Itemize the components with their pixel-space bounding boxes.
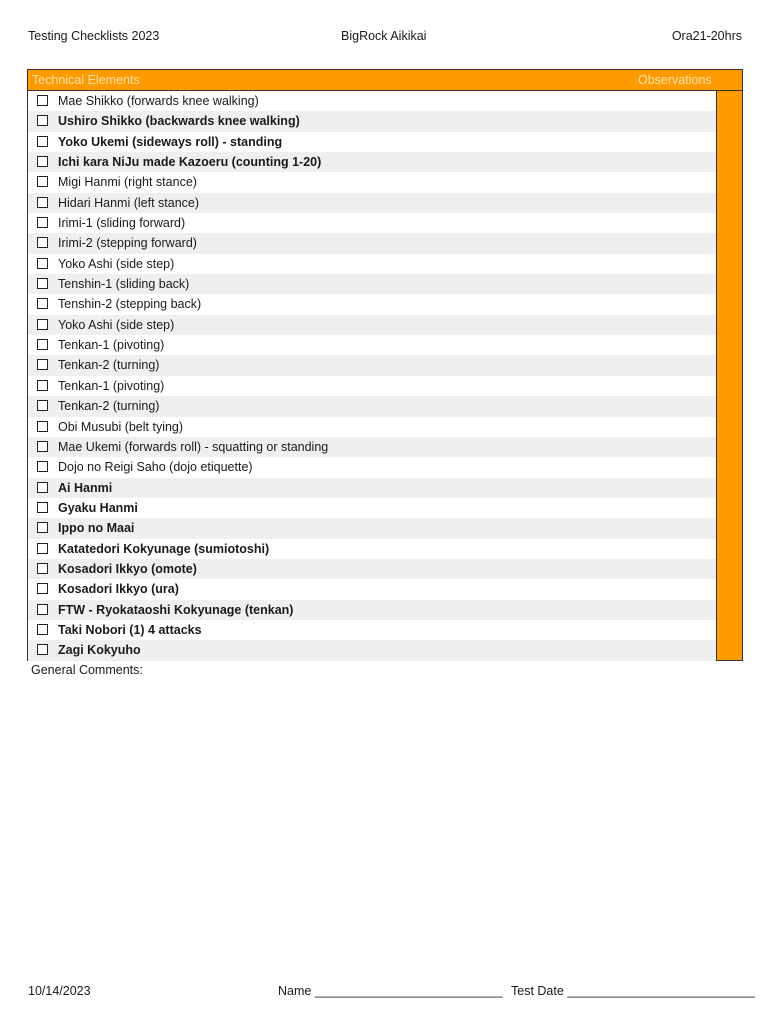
- checklist-row: [28, 579, 716, 599]
- checklist-item-label: Migi Hanmi (right stance): [58, 175, 197, 190]
- checkbox[interactable]: [37, 421, 48, 432]
- checklist-row: [28, 152, 716, 172]
- general-comments-label: General Comments:: [31, 663, 143, 677]
- checklist-item-label: Yoko Ukemi (sideways roll) - standing: [58, 134, 283, 149]
- checklist-item-label: Mae Shikko (forwards knee walking): [58, 94, 259, 108]
- checkbox[interactable]: [37, 400, 48, 411]
- checklist-item-label: Kosadori Ikkyo (omote): [58, 561, 197, 576]
- checklist-item-label: Mae Ukemi (forwards roll) - squatting or standing: [58, 439, 329, 454]
- checkbox[interactable]: [37, 217, 48, 228]
- observations-heading: Observations: [638, 73, 712, 87]
- checklist-item-label: Dojo no Reigi Saho (dojo etiquette): [58, 460, 253, 475]
- checklist-row: [28, 315, 716, 335]
- checkbox[interactable]: [37, 176, 48, 187]
- checkbox[interactable]: [37, 644, 48, 655]
- checklist-item-label: Tenkan-1 (pivoting): [58, 378, 165, 393]
- checkbox[interactable]: [37, 604, 48, 615]
- name-field: Name ___________________________: [278, 984, 503, 998]
- checklist-item-label: Katatedori Kokyunage (sumiotoshi): [58, 541, 270, 556]
- checklist-item-label: FTW - Ryokataoshi Kokyunage (tenkan): [58, 602, 294, 617]
- checklist-rows: [28, 91, 716, 661]
- checklist-item-label: Yoko Ashi (side step): [58, 317, 175, 332]
- checkbox[interactable]: [37, 543, 48, 554]
- checklist-row: [28, 518, 716, 538]
- checklist-row: [28, 132, 716, 152]
- checkbox[interactable]: [37, 624, 48, 635]
- checklist-item-label: Tenkan-2 (turning): [58, 399, 160, 414]
- checkbox[interactable]: [37, 237, 48, 248]
- checklist-row: [28, 355, 716, 375]
- checklist-item-label: Irimi-2 (stepping forward): [58, 236, 197, 251]
- checklist-item-label: Tenshin-2 (stepping back): [58, 297, 202, 312]
- checklist-row: [28, 376, 716, 396]
- checklist-item-label: Hidari Hanmi (left stance): [58, 195, 200, 210]
- checklist-row: [28, 294, 716, 314]
- checklist-row: [28, 478, 716, 498]
- checkbox[interactable]: [37, 95, 48, 106]
- checklist-item-label: Tenkan-2 (turning): [58, 358, 160, 373]
- page-footer: [28, 984, 755, 1000]
- checkbox[interactable]: [37, 461, 48, 472]
- checklist-row: [28, 111, 716, 131]
- checklist-row: [28, 91, 716, 111]
- checkbox[interactable]: [37, 197, 48, 208]
- checkbox[interactable]: [37, 359, 48, 370]
- checklist-row: [28, 539, 716, 559]
- checklist-row: [28, 498, 716, 518]
- checklist-row: [28, 417, 716, 437]
- checkbox[interactable]: [37, 258, 48, 269]
- checklist-row: [28, 396, 716, 416]
- checkbox[interactable]: [37, 583, 48, 594]
- checklist-item-label: Zagi Kokyuho: [58, 643, 141, 658]
- checklist-header-row: [28, 70, 742, 91]
- checkbox[interactable]: [37, 502, 48, 513]
- checklist-item-label: Yoko Ashi (side step): [58, 256, 175, 271]
- checkbox[interactable]: [37, 380, 48, 391]
- checklist-row: [28, 254, 716, 274]
- technical-elements-checklist: [27, 69, 743, 661]
- footer-date: 10/14/2023: [28, 984, 91, 998]
- checklist-item-label: Obi Musubi (belt tying): [58, 419, 184, 434]
- checklist-item-label: Ichi kara NiJu made Kazoeru (counting 1-20): [58, 155, 322, 170]
- checkbox[interactable]: [37, 278, 48, 289]
- class-time: Ora21-20hrs: [671, 29, 742, 43]
- checkbox[interactable]: [37, 482, 48, 493]
- checklist-row: [28, 600, 716, 620]
- checkbox[interactable]: [37, 156, 48, 167]
- document-title: Testing Checklists 2023: [28, 29, 160, 43]
- checklist-row: [28, 620, 716, 640]
- technical-elements-heading: Technical Elements: [32, 73, 140, 87]
- checklist-row: [28, 233, 716, 253]
- checklist-item-label: Ippo no Maai: [58, 521, 135, 536]
- checklist-row: [28, 640, 716, 660]
- checklist-row: [28, 559, 716, 579]
- checklist-item-label: Tenshin-1 (sliding back): [58, 277, 190, 292]
- page-header: [28, 29, 742, 45]
- checkbox[interactable]: [37, 339, 48, 350]
- checklist-item-label: Ai Hanmi: [58, 480, 113, 495]
- checklist-row: [28, 457, 716, 477]
- checklist-item-label: Ushiro Shikko (backwards knee walking): [58, 114, 300, 129]
- checklist-row: [28, 335, 716, 355]
- checkbox[interactable]: [37, 136, 48, 147]
- checklist-row: [28, 193, 716, 213]
- checkbox[interactable]: [37, 522, 48, 533]
- checklist-item-label: Taki Nobori (1) 4 attacks: [58, 622, 202, 637]
- checklist-item-label: Kosadori Ikkyo (ura): [58, 582, 179, 597]
- checkbox[interactable]: [37, 441, 48, 452]
- checklist-row: [28, 172, 716, 192]
- observations-column: [716, 91, 742, 660]
- checklist-row: [28, 213, 716, 233]
- checklist-item-label: Irimi-1 (sliding forward): [58, 216, 186, 231]
- checklist-row: [28, 437, 716, 457]
- checklist-item-label: Tenkan-1 (pivoting): [58, 338, 165, 353]
- test-date-field: Test Date ___________________________: [511, 984, 755, 998]
- checkbox[interactable]: [37, 319, 48, 330]
- checklist-item-label: Gyaku Hanmi: [58, 500, 138, 515]
- checkbox[interactable]: [37, 298, 48, 309]
- checkbox[interactable]: [37, 115, 48, 126]
- dojo-name: BigRock Aikikai: [341, 29, 427, 43]
- checkbox[interactable]: [37, 563, 48, 574]
- checklist-row: [28, 274, 716, 294]
